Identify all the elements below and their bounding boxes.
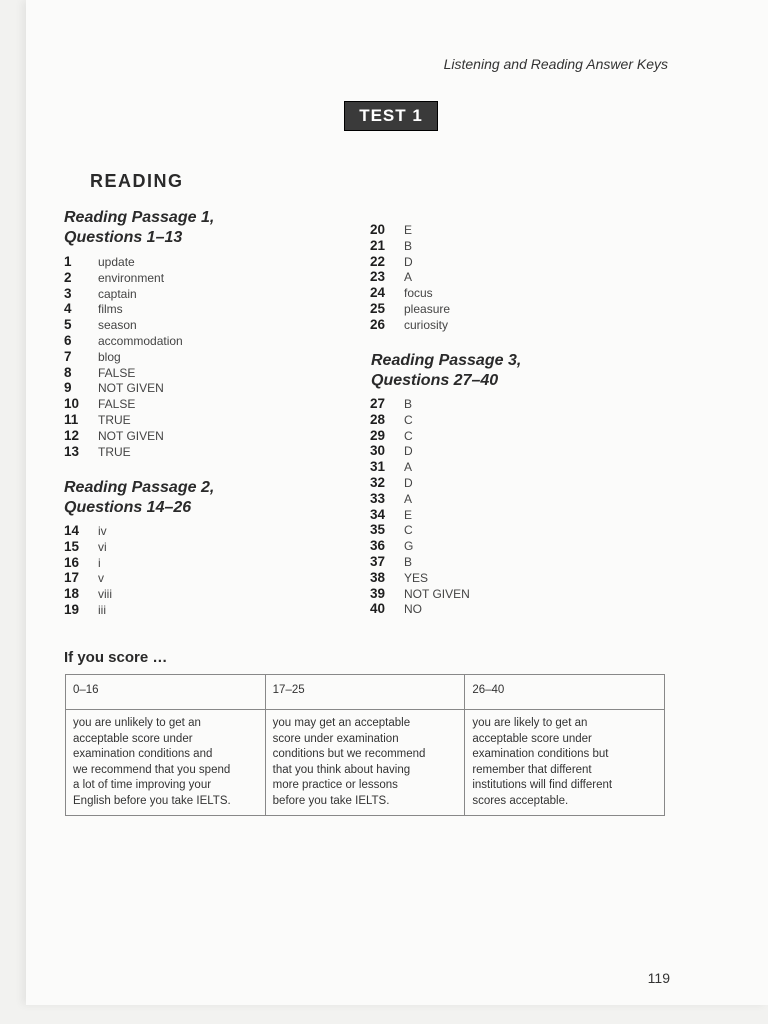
test-label-badge: TEST 1 [344,101,438,131]
advice-line: before you take IELTS. [272,794,390,807]
score-range-0-16: 0–16 [66,675,266,710]
advice-line: you are likely to get an [472,717,588,729]
advice-line: examination conditions but [472,748,609,760]
answer-text: FALSE [98,365,136,380]
question-number: 31 [370,459,386,475]
answer-text: iii [98,602,106,617]
answer-item [64,333,183,349]
answer-text: A [404,270,413,285]
passage-2-heading-line2: Questions 14–26 [64,499,192,516]
answer-text: D [404,444,413,459]
advice-line: acceptable score under [472,732,592,745]
score-advice-row [66,710,665,816]
answer-item [370,412,470,428]
question-number: 23 [370,269,386,285]
answer-text: update [98,255,135,269]
answer-item [64,270,183,286]
answer-text: B [404,238,413,253]
answer-text: season [98,318,137,333]
answer-item [370,285,450,301]
question-number: 33 [370,490,386,506]
answer-item [370,238,450,254]
advice-cell-17-25 [265,710,465,816]
advice-line: English before you take IELTS. [73,794,231,807]
answer-text: blog [98,349,121,364]
answer-item [370,222,450,238]
question-number: 13 [64,443,80,459]
answer-text: films [98,302,123,317]
passage-3-heading [371,351,521,391]
question-number: 30 [370,443,386,459]
answer-item [64,286,183,302]
answer-item [370,254,450,270]
question-number: 4 [64,301,72,317]
answer-text: pleasure [404,301,451,316]
answer-item [64,396,183,412]
answer-text: accommodation [98,333,183,348]
question-number: 27 [370,396,386,411]
answer-item [370,443,470,459]
answer-item [64,428,183,444]
question-number: 3 [64,285,72,301]
advice-line: acceptable score under [73,732,193,745]
score-table-heading: If you score … [64,649,168,666]
answer-item [64,539,112,555]
advice-line: we recommend that you spend [73,763,231,776]
passage-2-heading [64,478,214,518]
advice-line: conditions but we recommend [272,748,426,760]
answer-item [370,570,470,586]
question-number: 11 [64,411,79,427]
answer-item [370,428,470,444]
passage-2-heading-line1: Reading Passage 2, [64,479,215,496]
advice-line: you are unlikely to get an [73,717,201,729]
answer-item [64,555,112,571]
question-number: 1 [64,254,72,269]
question-number: 20 [370,222,386,237]
answer-item [370,475,470,491]
question-number: 28 [370,411,386,427]
score-table [65,674,665,816]
passage-1-answer-list [64,254,183,459]
answer-text: vi [98,539,107,554]
advice-line: examination conditions and [73,748,213,760]
passage-1-heading-line2: Questions 1–13 [64,229,183,246]
answer-item [370,538,470,554]
question-number: 7 [64,348,72,364]
answer-text: TRUE [98,412,131,427]
answer-item [370,459,470,475]
answer-text: i [98,555,101,570]
passage-1-heading-line1: Reading Passage 1, [64,209,215,226]
answer-text: A [404,491,413,506]
advice-cell-0-16 [66,710,266,816]
question-number: 19 [64,601,80,617]
question-number: 40 [370,601,386,617]
advice-line: remember that different [472,763,592,776]
answer-text: NOT GIVEN [98,428,164,443]
answer-text: D [404,475,413,490]
question-number: 36 [370,538,386,554]
question-number: 29 [370,427,386,443]
passage-3-heading-line1: Reading Passage 3, [371,352,522,369]
advice-cell-26-40 [465,710,665,816]
answer-item [64,254,183,270]
answer-text: B [404,397,413,411]
answer-text: TRUE [98,444,131,459]
answer-item [370,601,470,617]
advice-line: institutions will find different [472,779,613,791]
question-number: 34 [370,506,386,522]
question-number: 8 [64,364,72,380]
answer-item [370,301,450,317]
answer-item [370,522,470,538]
answer-item [370,554,470,570]
answer-text: C [404,523,413,538]
answer-item [64,412,183,428]
question-number: 35 [370,522,386,538]
answer-text: focus [404,286,433,301]
answer-item [370,491,470,507]
passage-2-answer-list-left [64,523,112,618]
advice-line: scores acceptable. [472,794,569,807]
answer-text: environment [98,270,165,285]
passage-1-heading [64,208,214,248]
question-number: 14 [64,523,80,538]
answer-text: A [404,460,413,475]
answer-item [64,317,183,333]
advice-line: that you think about having [272,763,411,776]
question-number: 12 [64,427,80,443]
answer-text: E [404,507,413,522]
answer-item [370,507,470,523]
passage-3-answer-list [370,396,470,617]
score-range-17-25: 17–25 [265,675,465,710]
answer-text: G [404,539,414,554]
score-range-26-40: 26–40 [465,675,665,710]
answer-item [64,380,183,396]
question-number: 16 [64,554,80,570]
passage-2-answer-list-right [370,222,450,333]
passage-3-heading-line2: Questions 27–40 [371,372,499,389]
answer-text: NOT GIVEN [98,381,164,396]
answer-item [64,570,112,586]
answer-text: YES [404,570,429,585]
page-number: 119 [647,970,670,986]
question-number: 25 [370,300,386,316]
advice-line: score under examination [272,732,399,745]
answer-text: captain [98,286,137,301]
question-number: 32 [370,474,386,490]
answer-text: C [404,412,413,427]
question-number: 39 [370,585,386,601]
advice-line: a lot of time improving your [73,779,212,791]
question-number: 37 [370,553,386,569]
question-number: 24 [370,285,386,301]
advice-line: more practice or lessons [272,779,398,791]
answer-item [64,602,112,618]
question-number: 38 [370,569,386,585]
answer-item [64,586,112,602]
question-number: 22 [370,253,386,269]
answer-text: FALSE [98,397,136,412]
question-number: 10 [64,396,80,412]
answer-item [64,349,183,365]
question-number: 6 [64,332,72,348]
answer-item [370,317,450,333]
answer-item [64,444,183,460]
answer-item [370,396,470,412]
answer-text: C [404,428,413,443]
question-number: 26 [370,316,386,332]
answer-text: E [404,223,413,237]
question-number: 18 [64,586,80,602]
answer-text: NO [404,602,422,617]
answer-text: viii [98,587,112,602]
answer-item [370,586,470,602]
answer-text: B [404,554,413,569]
answer-item [64,523,112,539]
answer-text: v [98,571,104,586]
question-number: 5 [64,317,72,333]
advice-line: you may get an acceptable [272,717,411,729]
question-number: 2 [64,269,72,285]
answer-text: D [404,254,413,269]
question-number: 21 [370,237,386,253]
answer-item [370,269,450,285]
question-number: 9 [64,380,72,396]
question-number: 15 [64,538,80,554]
answer-item [64,301,183,317]
section-title: READING [90,171,184,191]
question-number: 17 [64,570,80,586]
running-title: Listening and Reading Answer Keys [443,56,668,72]
answer-text: NOT GIVEN [404,586,470,601]
answer-item [64,365,183,381]
answer-text: curiosity [404,317,449,332]
score-range-row [66,675,665,710]
answer-text: iv [98,524,107,538]
